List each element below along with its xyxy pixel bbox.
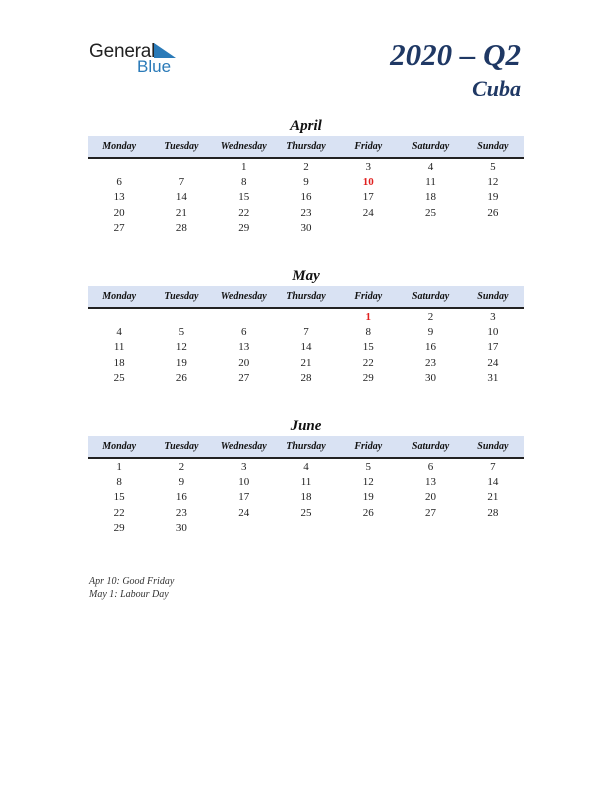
day-cell: 4: [303, 460, 309, 473]
day-cell: 11: [425, 176, 436, 189]
day-cell: 27: [113, 222, 125, 235]
month-april: [88, 116, 524, 236]
day-cell: 17: [487, 341, 499, 354]
day-cell: 23: [425, 356, 437, 369]
day-cell: 27: [425, 506, 437, 519]
logo-text-blue: Blue: [137, 57, 172, 76]
day-cell: 23: [175, 506, 187, 519]
month-name: May: [292, 268, 320, 284]
weekday-label: Sunday: [477, 441, 509, 452]
day-cell: 20: [113, 206, 125, 219]
page-title: 2020 – Q2: [390, 37, 521, 72]
day-cell: 9: [427, 326, 434, 339]
day-cell: 24: [362, 206, 374, 219]
day-cell: 11: [113, 341, 125, 354]
weekday-label: Friday: [354, 441, 383, 452]
day-cell: 3: [490, 310, 496, 323]
day-cell: 22: [238, 206, 250, 219]
day-cell: 15: [362, 341, 374, 354]
day-cell: 28: [175, 222, 187, 235]
logo-text-general: General: [89, 41, 156, 62]
month-name: April: [290, 118, 322, 134]
day-cell: 7: [490, 460, 496, 473]
day-cell: 21: [300, 356, 312, 369]
day-cell: 29: [238, 222, 250, 235]
month-june: [88, 416, 524, 536]
day-cell: 16: [175, 491, 187, 504]
month-may: [88, 266, 524, 386]
day-cell: 29: [362, 372, 374, 385]
day-cell: 18: [300, 491, 312, 504]
weekday-label: Thursday: [286, 141, 326, 152]
weekday-header-row: [88, 286, 524, 309]
day-cell: 5: [365, 460, 372, 473]
day-cell: 12: [487, 176, 499, 189]
logo-flag-icon: [154, 43, 176, 58]
day-cell: 30: [425, 372, 437, 385]
week-row: [88, 190, 524, 205]
day-cell: 10: [487, 326, 499, 339]
day-cell: 13: [425, 476, 437, 489]
day-cell: 14: [175, 191, 187, 204]
day-cell: 7: [303, 326, 309, 339]
day-cell: 25: [113, 372, 125, 385]
weekday-label: Monday: [102, 441, 137, 452]
day-cell: 5: [490, 160, 496, 173]
day-cell: 25: [300, 506, 312, 519]
weekday-label: Friday: [354, 291, 383, 302]
week-row: [88, 459, 524, 474]
day-cell: 21: [487, 491, 499, 504]
holiday-note: Apr 10: Good Friday: [89, 576, 175, 587]
weekday-label: Saturday: [411, 291, 450, 302]
day-cell: 25: [425, 206, 437, 219]
day-cell: 26: [175, 372, 187, 385]
day-cell: 29: [113, 522, 125, 535]
day-cell: 14: [487, 476, 499, 489]
day-cell: 17: [362, 191, 374, 204]
week-row: [88, 474, 524, 489]
day-cell: 3: [240, 460, 247, 473]
week-row: [88, 174, 524, 189]
day-cell: 12: [362, 476, 374, 489]
week-row: [88, 505, 524, 520]
day-cell: 6: [240, 326, 247, 339]
day-cell: 4: [427, 160, 434, 173]
holiday-day-cell: 1: [365, 310, 372, 323]
day-cell: 30: [300, 222, 312, 235]
country-subtitle: Cuba: [472, 76, 521, 101]
week-row: [88, 221, 524, 236]
day-cell: 6: [427, 460, 434, 473]
day-cell: 22: [113, 506, 125, 519]
day-cell: 28: [300, 372, 312, 385]
week-row: [88, 355, 524, 370]
day-cell: 8: [365, 326, 372, 339]
holiday-note: May 1: Labour Day: [89, 588, 169, 600]
weekday-label: Wednesday: [220, 441, 267, 452]
day-cell: 6: [116, 176, 122, 189]
day-cell: 4: [116, 326, 122, 339]
week-row: [88, 490, 524, 505]
day-cell: 18: [113, 356, 125, 369]
holiday-day-cell: 10: [362, 176, 374, 189]
day-cell: 20: [238, 356, 250, 369]
day-cell: 1: [116, 460, 122, 473]
generalblue-logo: [89, 41, 189, 77]
weekday-label: Tuesday: [164, 441, 199, 452]
day-cell: 8: [240, 176, 247, 189]
day-cell: 26: [487, 206, 499, 219]
day-cell: 16: [300, 191, 312, 204]
weekday-label: Sunday: [477, 291, 509, 302]
week-row: [88, 159, 524, 174]
weekday-label: Saturday: [411, 141, 450, 152]
day-cell: 20: [425, 491, 437, 504]
day-cell: 5: [178, 326, 185, 339]
day-cell: 2: [178, 460, 185, 473]
day-cell: 11: [300, 476, 312, 489]
day-cell: 23: [300, 206, 312, 219]
week-row: [88, 324, 524, 339]
day-cell: 12: [175, 341, 187, 354]
weekday-label: Thursday: [286, 441, 326, 452]
week-row: [88, 309, 524, 324]
day-cell: 31: [487, 372, 499, 385]
day-cell: 18: [425, 191, 437, 204]
day-cell: 15: [238, 191, 250, 204]
weekday-label: Wednesday: [220, 141, 267, 152]
day-cell: 19: [487, 191, 499, 204]
day-cell: 15: [113, 491, 125, 504]
weekday-label: Tuesday: [164, 291, 199, 302]
day-cell: 2: [303, 160, 309, 173]
holiday-notes: [89, 576, 174, 601]
day-cell: 14: [300, 341, 312, 354]
day-cell: 19: [175, 356, 187, 369]
weekday-label: Sunday: [477, 141, 509, 152]
day-cell: 27: [238, 372, 250, 385]
day-cell: 21: [175, 206, 187, 219]
weekday-label: Saturday: [411, 441, 450, 452]
month-name: June: [290, 418, 322, 434]
day-cell: 30: [175, 522, 187, 535]
weekday-header-row: [88, 436, 524, 459]
week-row: [88, 205, 524, 220]
weekday-label: Monday: [102, 291, 137, 302]
weekday-label: Friday: [354, 141, 383, 152]
day-cell: 24: [238, 506, 250, 519]
day-cell: 7: [178, 176, 185, 189]
day-cell: 28: [487, 506, 499, 519]
weekday-label: Thursday: [286, 291, 326, 302]
day-cell: 26: [362, 506, 374, 519]
day-cell: 13: [113, 191, 125, 204]
week-row: [88, 371, 524, 386]
day-cell: 24: [487, 356, 499, 369]
day-cell: 19: [362, 491, 374, 504]
day-cell: 8: [116, 476, 122, 489]
weekday-label: Monday: [102, 141, 137, 152]
day-cell: 13: [238, 341, 250, 354]
day-cell: 1: [240, 160, 247, 173]
week-row: [88, 521, 524, 536]
day-cell: 10: [238, 476, 250, 489]
day-cell: 17: [238, 491, 250, 504]
weekday-label: Wednesday: [220, 291, 267, 302]
weekday-label: Tuesday: [164, 141, 199, 152]
day-cell: 16: [425, 341, 437, 354]
weekday-header-row: [88, 136, 524, 159]
day-cell: 9: [303, 176, 309, 189]
day-cell: 3: [365, 160, 372, 173]
day-cell: 22: [362, 356, 374, 369]
day-cell: 9: [178, 476, 185, 489]
week-row: [88, 340, 524, 355]
day-cell: 2: [427, 310, 434, 323]
